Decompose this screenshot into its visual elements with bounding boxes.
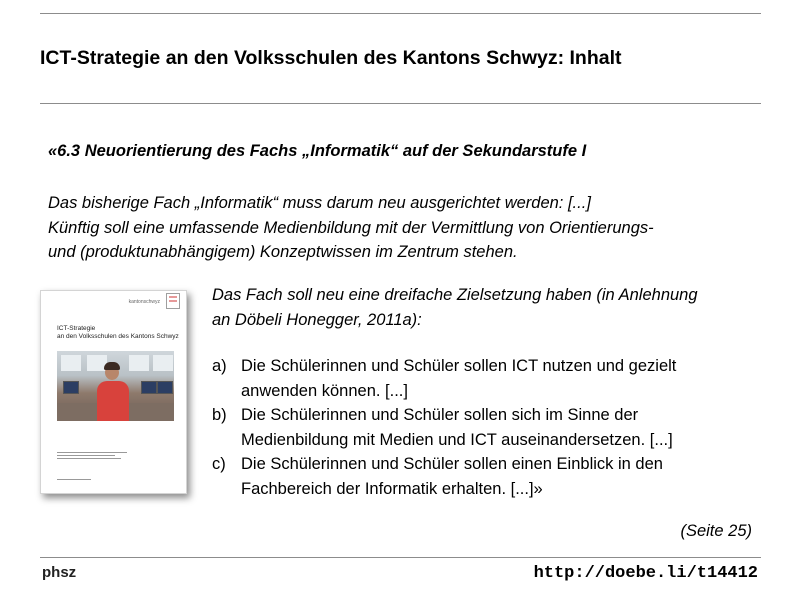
- intro-line: und (produktunabhängigem) Konzeptwissen im Zentrum stehen.: [48, 243, 518, 261]
- list-marker: c): [212, 455, 226, 473]
- goals-intro-line: an Döbeli Honegger, 2011a):: [212, 310, 422, 329]
- title-rule: [40, 103, 761, 104]
- goals-list: [212, 354, 676, 501]
- list-item: [212, 403, 676, 452]
- section-heading: «6.3 Neuorientierung des Fachs „Informatik“ auf der Sekundarstufe I: [48, 142, 587, 160]
- list-item-line: Die Schülerinnen und Schüler sollen einen Einblick in den: [241, 455, 663, 473]
- list-marker: a): [212, 357, 227, 375]
- footer-url-link[interactable]: http://doebe.li/t14412: [533, 564, 758, 583]
- cover-photo: [57, 351, 174, 421]
- document-cover-image: [40, 290, 187, 494]
- list-item-line: Die Schülerinnen und Schüler sollen sich im Sinne der: [241, 406, 639, 424]
- list-item: [212, 354, 676, 403]
- page-reference: (Seite 25): [680, 522, 752, 540]
- intro-line: Künftig soll eine umfassende Medienbildung mit der Vermittlung von Orientierungs-: [48, 218, 654, 237]
- slide-title: ICT-Strategie an den Volksschulen des Kantons Schwyz: Inhalt: [40, 47, 622, 69]
- cover-fine-print: [57, 451, 137, 465]
- goals-intro: [212, 283, 698, 332]
- list-item-line: Die Schülerinnen und Schüler sollen ICT nutzen und gezielt: [241, 357, 677, 375]
- goals-intro-line: Das Fach soll neu eine dreifache Zielsetzung haben (in Anlehnung: [212, 286, 698, 304]
- cover-title-line: an den Volksschulen des Kantons Schwyz: [57, 333, 179, 340]
- intro-line: Das bisherige Fach „Informatik“ muss darum neu ausgerichtet werden: [...]: [48, 194, 591, 212]
- list-item-line: Medienbildung mit Medien und ICT auseinandersetzen. [...]: [241, 430, 673, 449]
- top-rule: [40, 13, 761, 14]
- list-item-line: Fachbereich der Informatik erhalten. [...]»: [241, 479, 543, 498]
- cover-title-line: ICT-Strategie: [57, 325, 96, 332]
- cover-logo-text: kantonschwyz: [128, 299, 160, 305]
- cover-date-line: [57, 479, 91, 480]
- list-item: [212, 452, 676, 501]
- list-item-line: anwenden können. [...]: [241, 381, 408, 400]
- footer-rule: [40, 557, 761, 558]
- phsz-logo: phsz: [42, 564, 77, 581]
- cover-title: [57, 325, 179, 341]
- canton-logo-icon: [166, 293, 180, 309]
- list-marker: b): [212, 406, 227, 424]
- intro-paragraph: [48, 191, 654, 265]
